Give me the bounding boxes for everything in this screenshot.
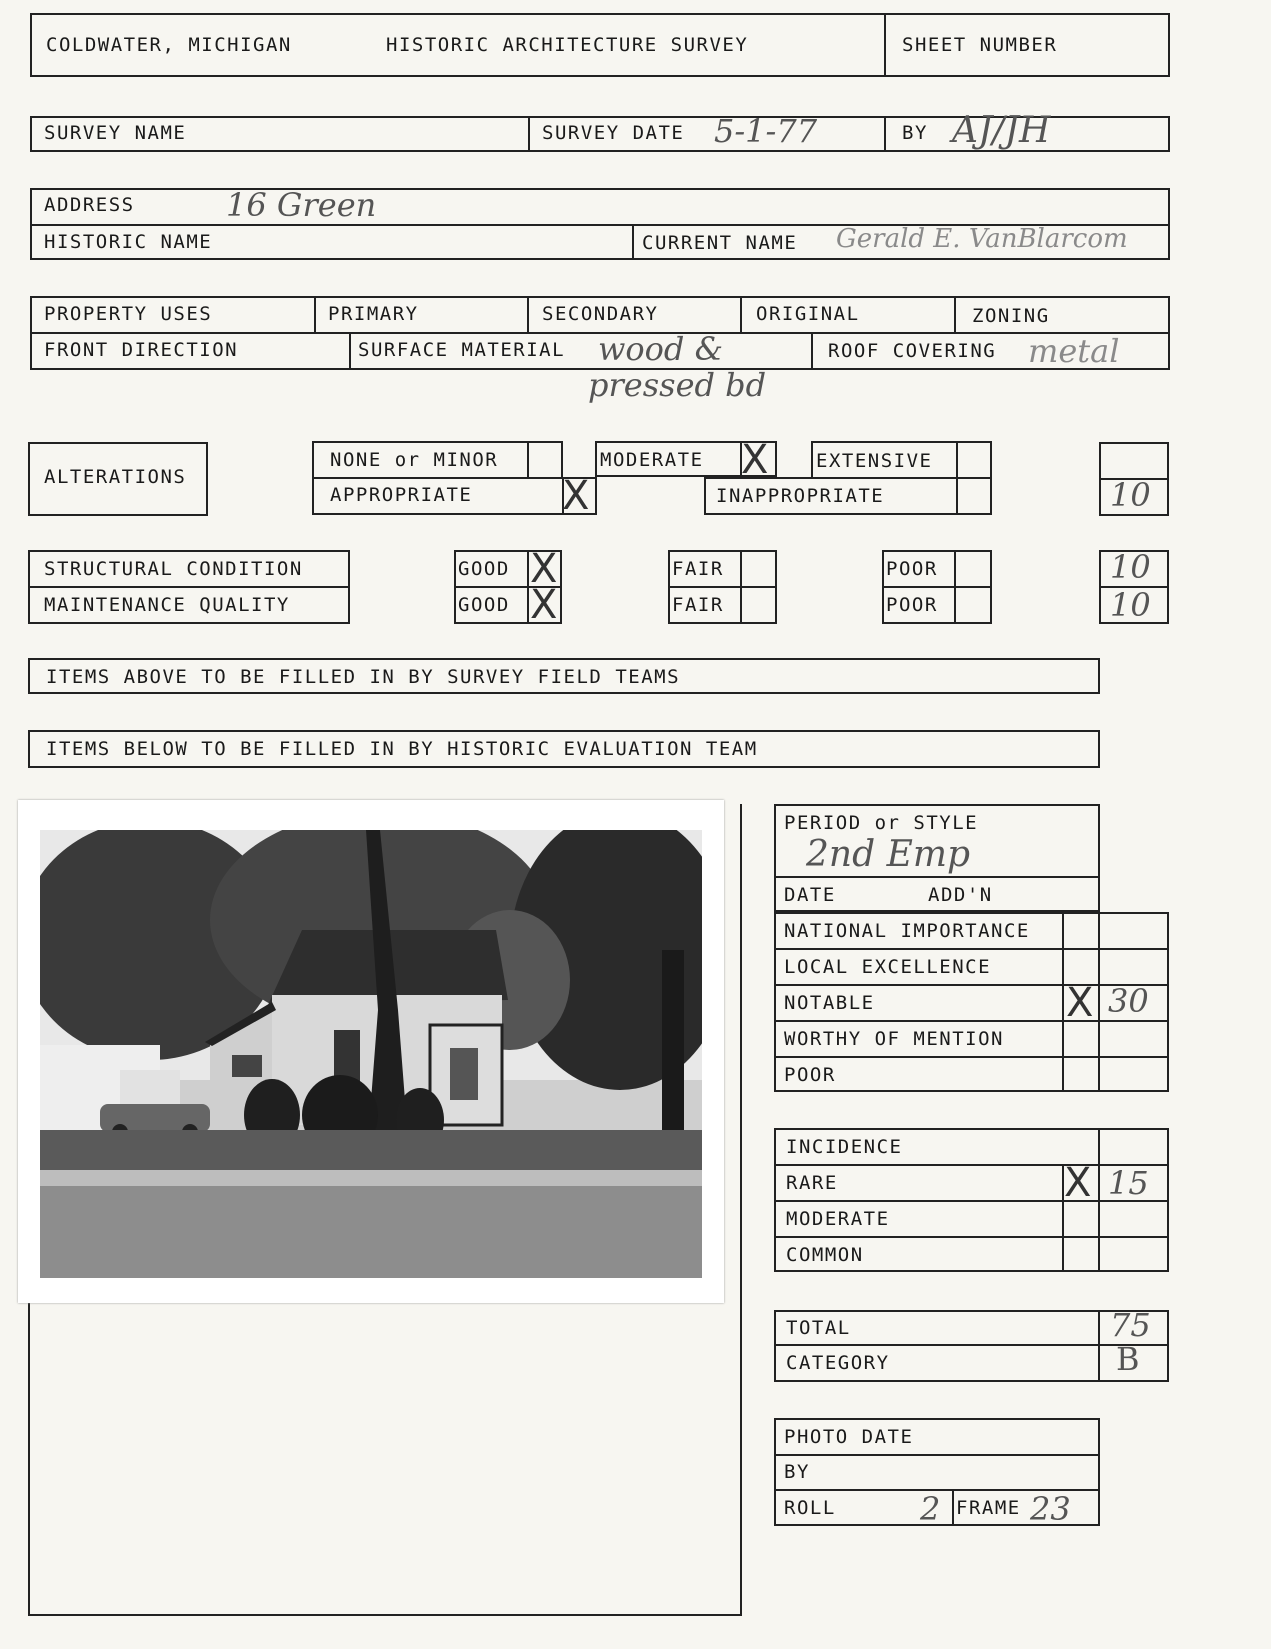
house-photo bbox=[40, 830, 702, 1278]
alterations-score: 10 bbox=[1110, 476, 1151, 514]
historic-name-label: HISTORIC NAME bbox=[44, 231, 213, 253]
survey-by-value: AJ/JH bbox=[952, 110, 1051, 151]
period-value: 2nd Emp bbox=[806, 834, 971, 875]
zoning-label: ZONING bbox=[972, 305, 1050, 327]
maintenance-quality-label: MAINTENANCE QUALITY bbox=[44, 594, 290, 616]
maintenance-fair-label: FAIR bbox=[672, 594, 724, 616]
common-label: COMMON bbox=[786, 1244, 864, 1266]
worthy-label: WORTHY OF MENTION bbox=[784, 1028, 1004, 1050]
surface-material-value-1: wood & bbox=[598, 330, 724, 368]
appropriate-label: APPROPRIATE bbox=[330, 484, 473, 506]
incidence-label: INCIDENCE bbox=[786, 1136, 903, 1158]
total-value: 75 bbox=[1110, 1306, 1151, 1344]
period-label: PERIOD or STYLE bbox=[784, 812, 979, 834]
surface-material-label: SURFACE MATERIAL bbox=[358, 339, 566, 361]
structural-score: 10 bbox=[1110, 548, 1151, 586]
survey-name-label: SURVEY NAME bbox=[44, 122, 187, 144]
survey-by-label: BY bbox=[902, 122, 928, 144]
survey-date-label: SURVEY DATE bbox=[542, 122, 685, 144]
extensive-label: EXTENSIVE bbox=[816, 450, 933, 472]
maintenance-poor-label: POOR bbox=[886, 594, 938, 616]
current-name-label: CURRENT NAME bbox=[642, 232, 798, 254]
address-label: ADDRESS bbox=[44, 194, 135, 216]
inappropriate-label: INAPPROPRIATE bbox=[716, 485, 885, 507]
none-minor-label: NONE or MINOR bbox=[330, 449, 499, 471]
rare-label: RARE bbox=[786, 1172, 838, 1194]
rare-score: 15 bbox=[1108, 1164, 1149, 1202]
structural-good-check: X bbox=[530, 546, 558, 592]
alterations-label: ALTERATIONS bbox=[44, 466, 187, 488]
city-label: COLDWATER, MICHIGAN bbox=[46, 34, 292, 56]
national-importance-label: NATIONAL IMPORTANCE bbox=[784, 920, 1030, 942]
structural-condition-label: STRUCTURAL CONDITION bbox=[44, 558, 303, 580]
category-value: B bbox=[1116, 1340, 1140, 1378]
roll-label: ROLL bbox=[784, 1497, 836, 1519]
maintenance-good-check: X bbox=[530, 582, 558, 628]
original-label: ORIGINAL bbox=[756, 303, 860, 325]
property-photo-print bbox=[18, 800, 724, 1303]
note-below: ITEMS BELOW TO BE FILLED IN BY HISTORIC EVALUATION TEAM bbox=[46, 738, 758, 760]
sheet-number-label: SHEET NUMBER bbox=[902, 34, 1058, 56]
structural-fair-label: FAIR bbox=[672, 558, 724, 580]
surface-material-value-2: pressed bd bbox=[588, 366, 767, 404]
survey-date-value: 5-1-77 bbox=[714, 112, 818, 150]
maintenance-score: 10 bbox=[1110, 586, 1151, 624]
addn-label: ADD'N bbox=[928, 884, 993, 906]
current-name-value: Gerald E. VanBlarcom bbox=[836, 224, 1128, 254]
notable-check: X bbox=[1066, 980, 1094, 1026]
primary-label: PRIMARY bbox=[328, 303, 419, 325]
structural-poor-label: POOR bbox=[886, 558, 938, 580]
frame-value: 23 bbox=[1030, 1490, 1071, 1528]
front-direction-label: FRONT DIRECTION bbox=[44, 339, 239, 361]
note-above: ITEMS ABOVE TO BE FILLED IN BY SURVEY FIELD TEAMS bbox=[46, 666, 681, 688]
moderate-incidence-label: MODERATE bbox=[786, 1208, 890, 1230]
roof-covering-value: metal bbox=[1028, 332, 1120, 370]
rare-check: X bbox=[1064, 1160, 1092, 1206]
notable-score: 30 bbox=[1108, 982, 1149, 1020]
roof-covering-label: ROOF COVERING bbox=[828, 340, 997, 362]
form-title: HISTORIC ARCHITECTURE SURVEY bbox=[386, 34, 749, 56]
category-label: CATEGORY bbox=[786, 1352, 890, 1374]
maintenance-good-label: GOOD bbox=[458, 594, 510, 616]
local-excellence-label: LOCAL EXCELLENCE bbox=[784, 956, 992, 978]
moderate-label: MODERATE bbox=[600, 449, 704, 471]
date-label: DATE bbox=[784, 884, 836, 906]
structural-good-label: GOOD bbox=[458, 558, 510, 580]
appropriate-check: X bbox=[562, 473, 590, 519]
poor-label: POOR bbox=[784, 1064, 836, 1086]
property-uses-label: PROPERTY USES bbox=[44, 303, 213, 325]
photo-by-label: BY bbox=[784, 1461, 810, 1483]
frame-label: FRAME bbox=[956, 1497, 1021, 1519]
photo-date-label: PHOTO DATE bbox=[784, 1426, 914, 1448]
total-label: TOTAL bbox=[786, 1317, 851, 1339]
secondary-label: SECONDARY bbox=[542, 303, 659, 325]
roll-value: 2 bbox=[920, 1490, 941, 1528]
moderate-check: X bbox=[741, 437, 769, 483]
address-value: 16 Green bbox=[226, 186, 377, 224]
notable-label: NOTABLE bbox=[784, 992, 875, 1014]
